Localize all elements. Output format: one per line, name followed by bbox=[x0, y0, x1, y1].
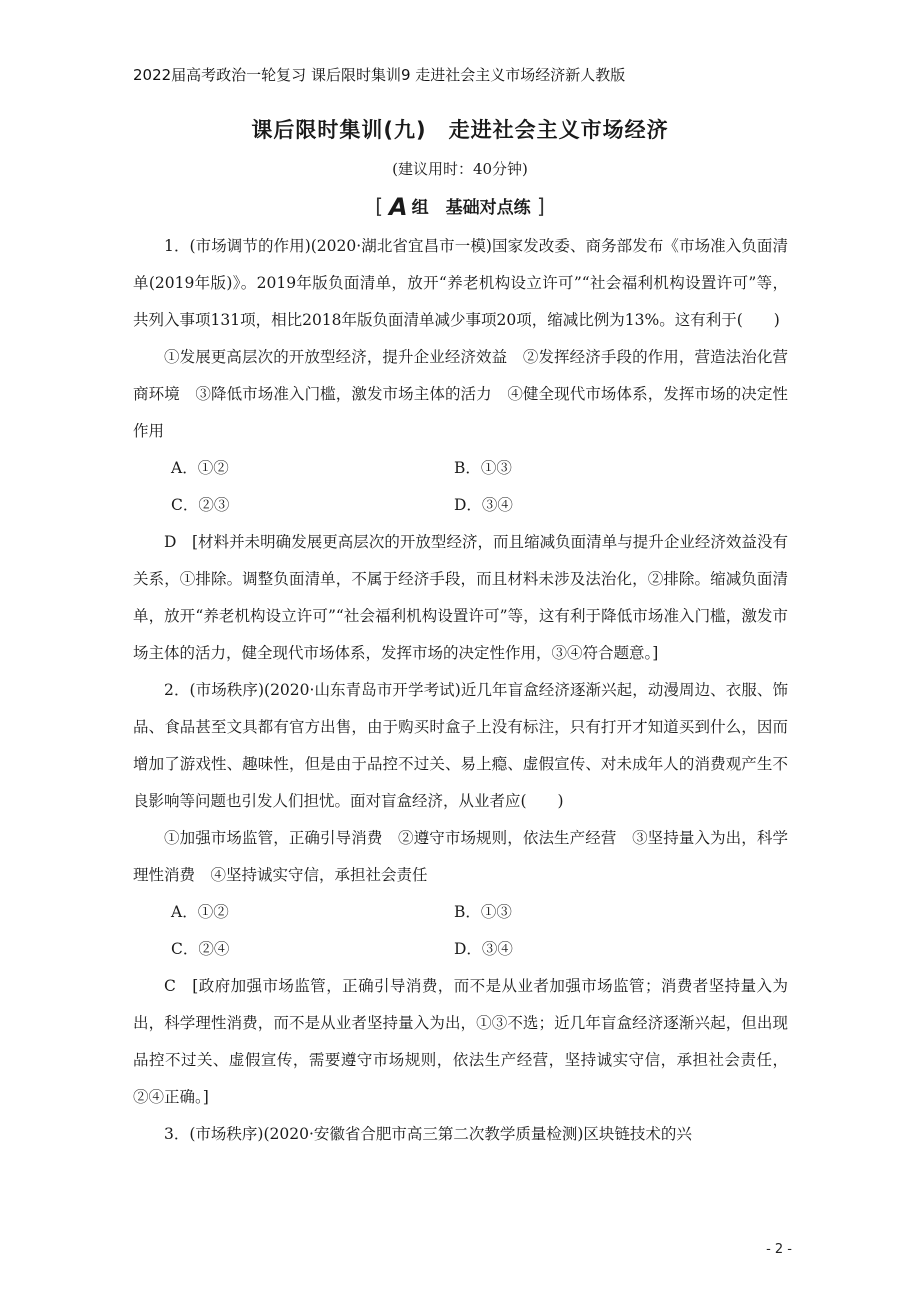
suggested-time: (建议用时：40分钟) bbox=[392, 160, 528, 178]
option-b: B．①③ bbox=[454, 903, 512, 921]
option-a: A．①② bbox=[171, 459, 229, 477]
option-b: B．①③ bbox=[454, 459, 512, 477]
question-2-stem: 2．(市场秩序)(2020·山东青岛市开学考试)近几年盲盒经济逐渐兴起，动漫周边、衣服、饰品、食品甚至文具都有官方出售，由于购买时盒子上没有标注，只有打开才知道买到什么，因而增加了游戏性、趣味性，但是由于品控不过关、易上瘾、虚假宣传、对未成年人的消费观产生不良影响等问题也引发人们担忧。面对盲盒经济，从业者应( ) bbox=[133, 681, 788, 810]
section-label: 组 基础对点练 bbox=[411, 198, 531, 218]
running-header: 2022届高考政治一轮复习 课后限时集训9 走进社会主义市场经济新人教版 bbox=[133, 66, 626, 84]
option-d: D．③④ bbox=[454, 940, 513, 958]
page-number: - 2 - bbox=[766, 1242, 792, 1257]
section-letter: A bbox=[389, 193, 408, 221]
question-1-stem: 1．(市场调节的作用)(2020·湖北省宜昌市一模)国家发改委、商务部发布《市场准入负面清单(2019年版)》。2019年版负面清单，放开“养老机构设立许可”“社会福利机构设置许可”等，共列入事项131项，相比2018年版负面清单减少事项20项，缩减比例为13%。这有利于( ) bbox=[133, 237, 788, 329]
option-c: C．②④ bbox=[171, 940, 230, 958]
question-1-statements: ①发展更高层次的开放型经济，提升企业经济效益 ②发挥经济手段的作用，营造法治化营商环境 ③降低市场准入门槛，激发市场主体的活力 ④健全现代市场体系，发挥市场的决定性作用 bbox=[133, 348, 788, 440]
question-content bbox=[133, 228, 788, 1153]
question-3-stem: 3．(市场秩序)(2020·安徽省合肥市高三第二次教学质量检测)区块链技术的兴 bbox=[164, 1125, 692, 1143]
question-1-answer: D [材料并未明确发展更高层次的开放型经济，而且缩减负面清单与提升企业经济效益没有关系，①排除。调整负面清单，不属于经济手段，而且材料未涉及法治化，②排除。缩减负面清单，放开“养老机构设立许可”“社会福利机构设置许可”等，这有利于降低市场准入门槛，激发市场主体的活力，健全现代市场体系，发挥市场的决定性作用，③④符合题意。] bbox=[133, 533, 788, 662]
section-banner: [ A 组 基础对点练 ] bbox=[375, 193, 545, 221]
option-a: A．①② bbox=[171, 903, 229, 921]
option-d: D．③④ bbox=[454, 496, 513, 514]
option-c: C．②③ bbox=[171, 496, 230, 514]
question-2-answer: C [政府加强市场监管，正确引导消费，而不是从业者加强市场监管；消费者坚持量入为出，科学理性消费，而不是从业者坚持量入为出，①③不选；近几年盲盒经济逐渐兴起，但出现品控不过关、虚假宣传，需要遵守市场规则，依法生产经营，坚持诚实守信，承担社会责任，②④正确。] bbox=[133, 977, 788, 1106]
question-2-statements: ①加强市场监管，正确引导消费 ②遵守市场规则，依法生产经营 ③坚持量入为出，科学理性消费 ④坚持诚实守信，承担社会责任 bbox=[133, 829, 788, 884]
page-title: 课后限时集训(九) 走进社会主义市场经济 bbox=[251, 118, 669, 142]
question-1-options bbox=[133, 450, 788, 524]
question-2-options bbox=[133, 894, 788, 968]
